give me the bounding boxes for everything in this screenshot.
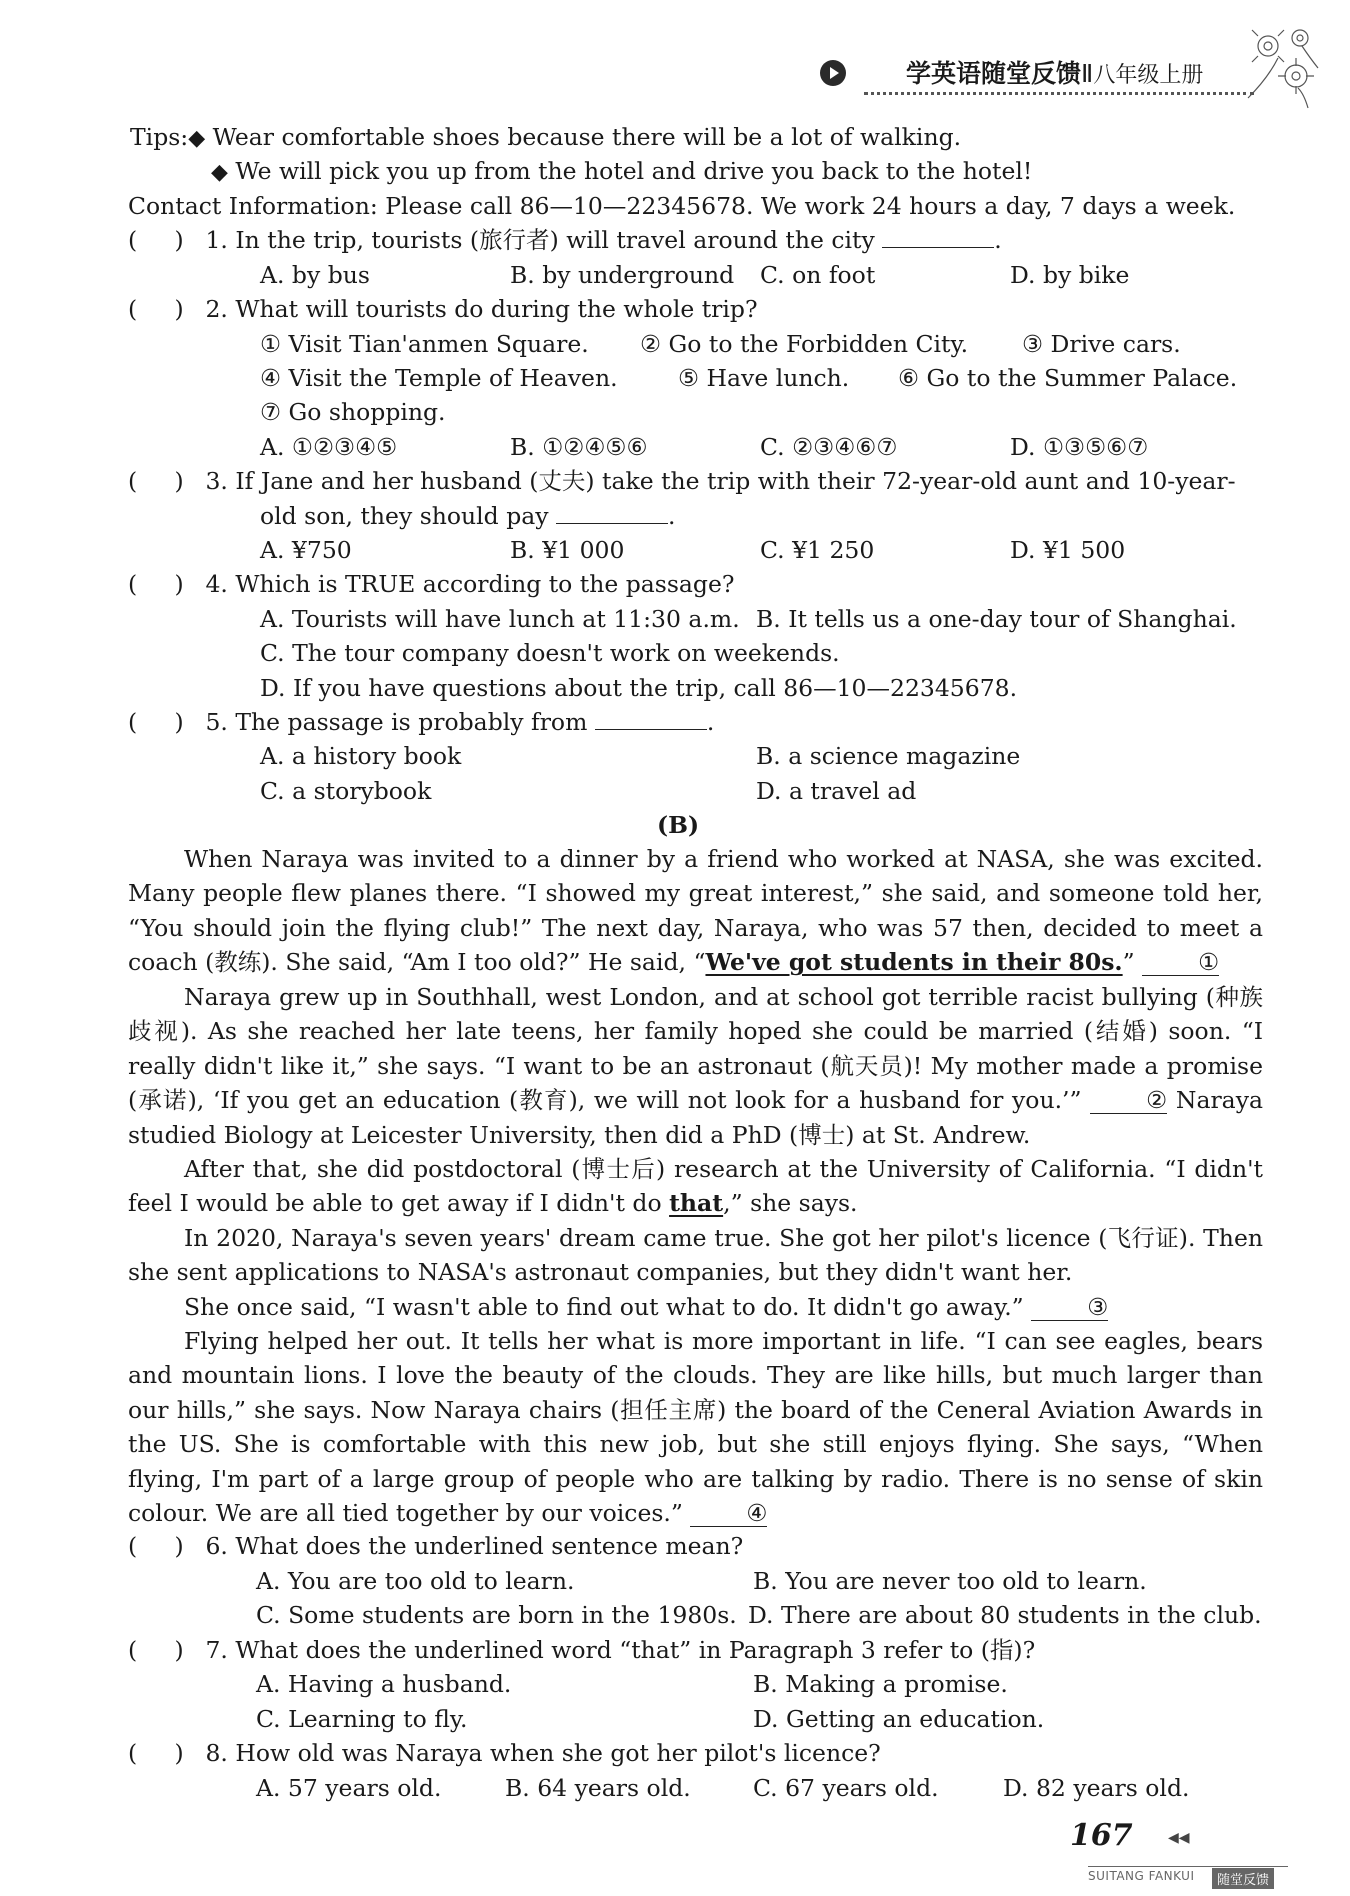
answer-bracket[interactable]: ( ) [128,295,184,323]
question-4 [128,569,734,599]
option-a: A. ¥750 [260,536,352,564]
question-8 [128,1738,881,1768]
paragraph-text: When Naraya was invited to a dinner by a friend who worked at NASA, she was excited. Many people flew planes there. “I showed my great interest,” she said, and someone told her, “You should join the flying club!” The next day, Naraya, who was 57 then, decided to meet a coach (教练). She said, “Am I too old?” He said, “ [128,845,1263,977]
footer-divider [1088,1866,1288,1867]
answer-blank-2[interactable]: ② [1090,1087,1167,1114]
section-heading: (B) [657,811,700,839]
option-d: D. by bike [1010,261,1130,289]
stem-end: . [994,226,1002,254]
footer-pinyin: SUITANG FANKUI [1088,1869,1195,1883]
question-2 [128,294,758,324]
list-item: ⑤ Have lunch. [678,364,850,392]
passage-paragraph-6 [128,1324,1263,1530]
question-3-cont [260,501,676,531]
tips-label: Tips: [130,123,189,151]
option-a: A. a history book [260,742,462,770]
list-item: ⑥ Go to the Summer Palace. [898,364,1238,392]
question-stem: 3. If Jane and her husband (丈夫) take the trip with their 72-year-old aunt and 10-year- [205,467,1236,495]
diamond-bullet-icon: ◆ [211,160,228,185]
option-a: A. by bus [260,261,370,289]
answer-blank-3[interactable]: ③ [1031,1294,1108,1321]
paragraph-text: She once said, “I wasn't able to find out what to do. It didn't go away.” [184,1293,1024,1321]
option-b: B. by underground [510,261,735,289]
answer-blank-1[interactable]: ① [1142,949,1219,976]
answer-blank[interactable] [882,225,994,248]
option-a: A. Having a husband. [256,1670,512,1698]
contact-info: Contact Information: Please call 86—10—22345678. We work 24 hours a day, 7 days a week. [128,192,1236,220]
header-title [906,54,1203,90]
answer-bracket[interactable]: ( ) [128,570,184,598]
option-c: C. ¥1 250 [760,536,875,564]
list-item: ① Visit Tian'anmen Square. [260,330,589,358]
answer-blank[interactable] [556,501,668,524]
play-icon [820,60,846,86]
tip-text: Wear comfortable shoes because there will be a lot of walking. [212,123,962,151]
option-d: D. There are about 80 students in the club. [748,1601,1262,1629]
answer-bracket[interactable]: ( ) [128,1636,184,1664]
answer-blank[interactable] [595,707,707,730]
tips-line-2 [211,156,1032,186]
answer-bracket[interactable]: ( ) [128,226,184,254]
volume-mark: Ⅱ [1081,59,1094,88]
question-stem: 1. In the trip, tourists (旅行者) will travel around the city [205,226,875,254]
underlined-word: that [669,1189,724,1218]
header-divider [864,92,1254,95]
diamond-bullet-icon: ◆ [188,126,206,151]
question-3 [128,466,1236,496]
option-c: C. ②③④⑥⑦ [760,433,898,461]
tip-text: We will pick you up from the hotel and drive you back to the hotel! [235,157,1033,185]
option-a: A. 57 years old. [256,1774,442,1802]
question-1 [128,225,1002,255]
question-7 [128,1635,1035,1665]
option-a: A. You are too old to learn. [256,1567,575,1595]
option-b: B. a science magazine [756,742,1021,770]
option-b: B. You are never too old to learn. [753,1567,1147,1595]
double-arrow-left-icon: ◀◀ [1168,1830,1190,1846]
question-stem: 5. The passage is probably from [205,708,588,736]
tips-line-1 [130,122,961,152]
answer-bracket[interactable]: ( ) [128,1739,184,1767]
paragraph-text: Flying helped her out. It tells her what is more important in life. “I can see eagles, bears and mountain lions. I love the beauty of the clouds. They are like hills, but much larger than our hills,” she says. Now Naraya chairs (担任主席) the board of the Ceneral Aviation Awards in the US. She is comfortable with this new job, but she still enjoys flying. She says, “When flying, I'm part of a large group of people who are talking by radio. There is no sense of skin colour. We are all tied together by our voices.” [128,1327,1263,1528]
stem-end: . [668,502,676,530]
question-stem: old son, they should pay [260,502,549,530]
answer-blank-4[interactable]: ④ [690,1500,767,1527]
option-c: C. on foot [760,261,876,289]
page-footer [1088,1866,1288,1886]
page-number: 167 [1070,1818,1133,1853]
paragraph-text: Naraya grew up in Southhall, west London, and at school got terrible racist bullying (种族歧视). As she reached her late teens, her family hoped she could be married (结婚) soon. “I really didn't like it,” she says. “I want to be an astronaut (航天员)! My mother made a promise (承诺), ‘If you get an education (教育), we will not look for a husband for you.’” [128,983,1263,1115]
paragraph-text: Naraya studied Biology at Leicester University, then did a PhD (博士) at St. Andrew. [128,1086,1263,1149]
option-d: D. a travel ad [756,777,917,805]
option-c: C. Some students are born in the 1980s. [256,1601,737,1629]
option-d: D. ¥1 500 [1010,536,1126,564]
flower-decoration-icon [1238,18,1330,110]
list-item: ② Go to the Forbidden City. [640,330,969,358]
option-b: B. 64 years old. [505,1774,691,1802]
option-d: D. ①③⑤⑥⑦ [1010,433,1149,461]
passage-paragraph-5 [128,1290,1263,1324]
option-a: A. ①②③④⑤ [260,433,398,461]
option-b: B. It tells us a one-day tour of Shanghai. [756,605,1237,633]
question-stem: 8. How old was Naraya when she got her pilot's licence? [205,1739,881,1767]
question-stem: 2. What will tourists do during the whole trip? [205,295,758,323]
list-item: ③ Drive cars. [1022,330,1181,358]
option-a: A. Tourists will have lunch at 11:30 a.m. [260,605,740,633]
answer-bracket[interactable]: ( ) [128,467,184,495]
book-title: 学英语随堂反馈 [906,59,1082,88]
passage-paragraph-3 [128,1152,1263,1221]
paragraph-text: ,” she says. [723,1189,858,1218]
answer-bracket[interactable]: ( ) [128,708,184,736]
option-c: C. a storybook [260,777,432,805]
option-b: B. ①②④⑤⑥ [510,433,648,461]
paragraph-text: After that, she did postdoctoral (博士后) research at the University of California. “I didn't feel I would be able to get away if I didn't do [128,1155,1263,1218]
question-stem: 4. Which is TRUE according to the passage? [205,570,735,598]
option-c: C. The tour company doesn't work on weekends. [260,639,840,667]
paragraph-text: ” [1122,948,1135,977]
stem-end: . [706,708,715,736]
option-b: B. ¥1 000 [510,536,625,564]
question-stem: 6. What does the underlined sentence mean? [205,1532,744,1560]
option-d: D. 82 years old. [1003,1774,1190,1802]
list-item: ④ Visit the Temple of Heaven. [260,364,618,392]
passage-paragraph-4: In 2020, Naraya's seven years' dream came true. She got her pilot's licence (飞行证). Then she sent applications to NASA's astronaut companies, but they didn't want her. [128,1224,1263,1287]
list-item: ⑦ Go shopping. [260,398,446,426]
option-d: D. Getting an education. [753,1705,1045,1733]
option-b: B. Making a promise. [753,1670,1008,1698]
option-c: C. Learning to fly. [256,1705,468,1733]
answer-bracket[interactable]: ( ) [128,1532,184,1560]
question-5 [128,707,714,737]
option-d: D. If you have questions about the trip, call 86—10—22345678. [260,674,1018,702]
page-header [820,50,1260,100]
question-6 [128,1531,743,1561]
underlined-sentence: We've got students in their 80s. [705,948,1123,977]
question-stem: 7. What does the underlined word “that” in Paragraph 3 refer to (指)? [205,1636,1036,1664]
option-c: C. 67 years old. [753,1774,939,1802]
grade-label: 八年级上册 [1093,63,1204,88]
passage-paragraph-1 [128,842,1263,980]
passage-paragraph-2 [128,980,1263,1152]
footer-tag: 随堂反馈 [1212,1868,1274,1889]
